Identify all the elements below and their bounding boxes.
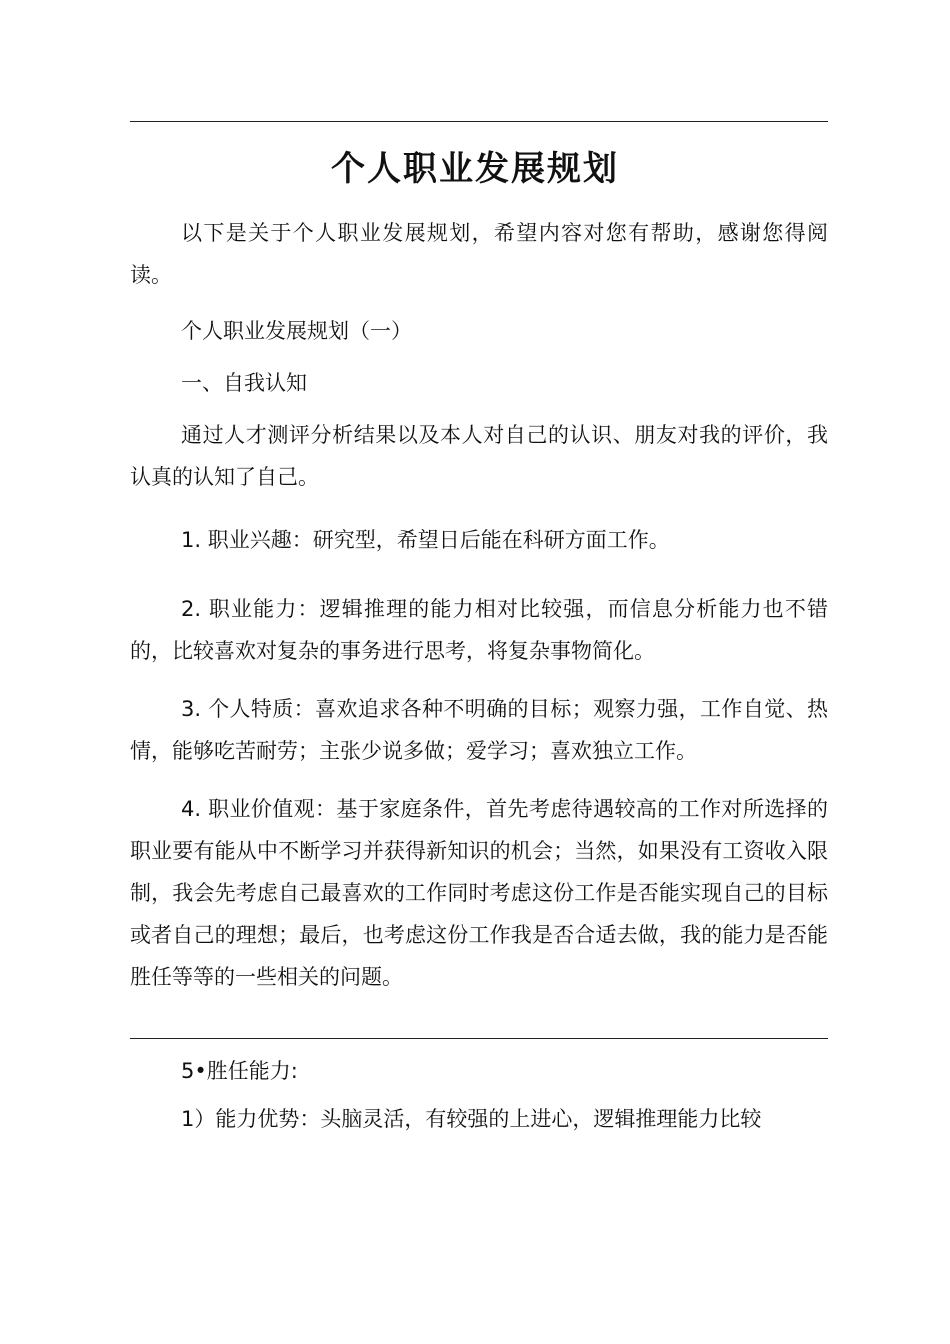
- item-ability-strengths: 1）能力优势：头脑灵活，有较强的上进心，逻辑推理能力比较: [181, 1107, 762, 1131]
- page-title: 个人职业发展规划: [331, 148, 619, 189]
- self-awareness-paragraph: 通过人才测评分析结果以及本人对自己的认识、朋友对我的评价，我认真的认知了自己。: [130, 423, 828, 489]
- item-personal-traits: 3. 个人特质：喜欢追求各种不明确的目标；观察力强，工作自觉、热情，能够吃苦耐劳；主张少说多做；爱学习；喜欢独立工作。: [130, 697, 828, 763]
- top-divider: [130, 121, 828, 122]
- intro-paragraph: 以下是关于个人职业发展规划，希望内容对您有帮助，感谢您得阅读。: [130, 221, 828, 287]
- middle-divider: [130, 1038, 828, 1039]
- item-competence: 5•胜任能力:: [181, 1059, 298, 1083]
- item-career-interest: 1. 职业兴趣：研究型，希望日后能在科研方面工作。: [181, 528, 670, 552]
- item-career-ability: 2. 职业能力：逻辑推理的能力相对比较强，而信息分析能力也不错的，比较喜欢对复杂的事务进行思考，将复杂事物简化。: [130, 597, 828, 663]
- item-career-values: 4. 职业价值观：基于家庭条件，首先考虑待遇较高的工作对所选择的职业要有能从中不断学习并获得新知识的机会；当然，如果没有工资收入限制，我会先考虑自己最喜欢的工作同时考虑这份工作是否能实现自己的目标或者自己的理想；最后，也考虑这份工作我是否合适去做，我的能力是否能胜任等等的一些相关的问题。: [130, 797, 828, 989]
- subheading-self-awareness: 一、自我认知: [181, 371, 307, 395]
- section-heading: 个人职业发展规划（一）: [181, 319, 412, 343]
